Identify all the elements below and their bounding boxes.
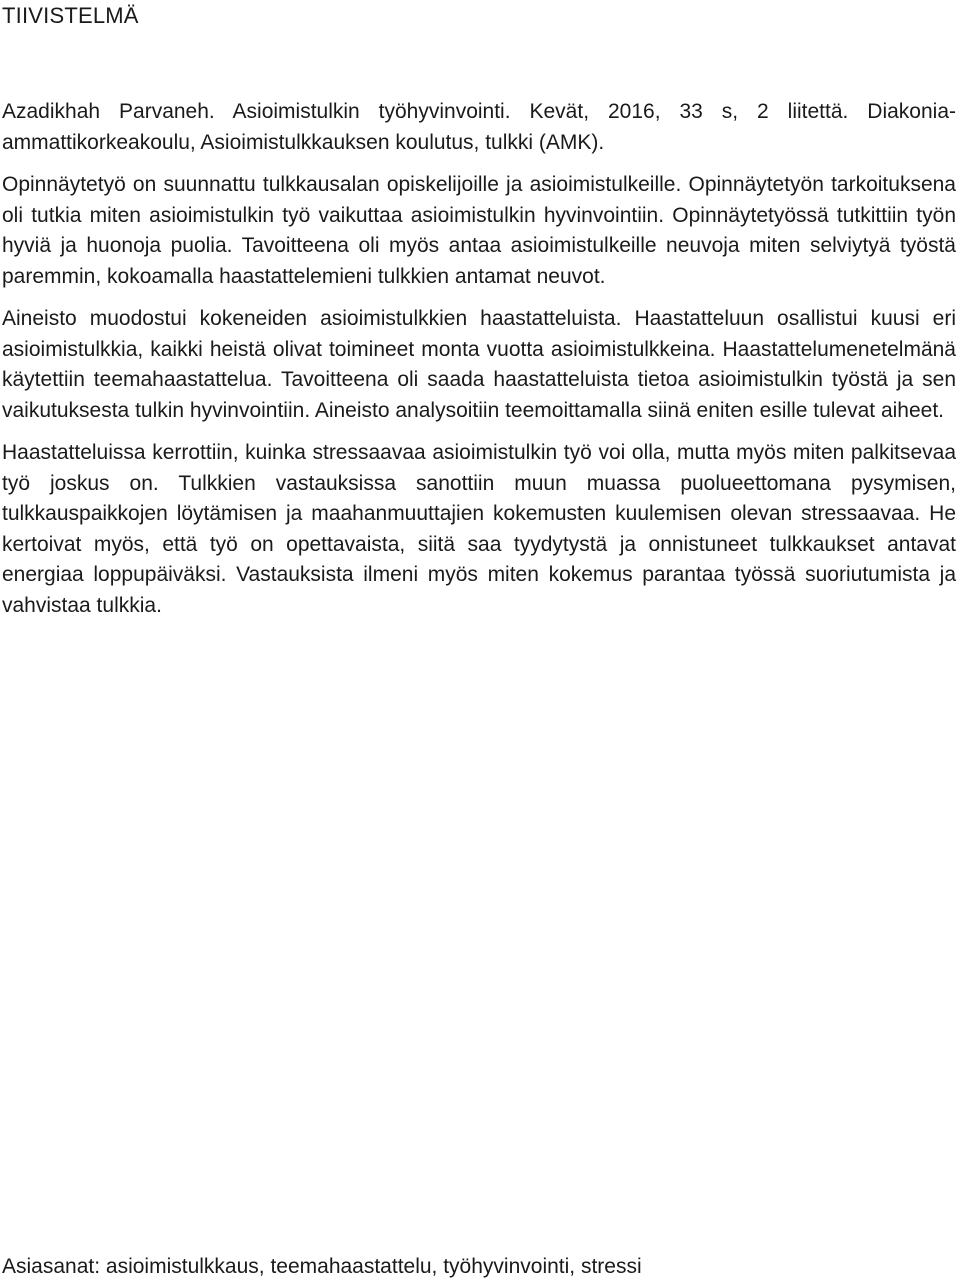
paragraph-purpose: Opinnäytetyö on suunnattu tulkkausalan opiskelijoille ja asioimistulkeille. Opinnäytetyön tarkoituksena oli tutkia miten asioimistulkin työ vaikuttaa asioimistulkin hyvinvointiin. Opinnäytetyössä tutkittiin työn hyviä ja huonoja puolia. Tavoitteena oli myös antaa asioimistulkeille neuvoja miten selviytyä työstä paremmin, kokoamalla haastattelemieni tulkkien antamat neuvot. (2, 173, 956, 288)
paragraph-bibliographic: Azadikhah Parvaneh. Asioimistulkin työhyvinvointi. Kevät, 2016, 33 s, 2 liitettä. Diakonia-ammattikorkeakoulu, Asioimistulkkauksen koulutus, tulkki (AMK). (2, 100, 956, 154)
paragraph-results: Haastatteluissa kerrottiin, kuinka stressaavaa asioimistulkin työ voi olla, mutta myös miten palkitsevaa työ joskus on. Tulkkien vastauksissa sanottiin muun muassa puolueettomana pysymisen, tulkkauspaikkojen löytämisen ja maahanmuuttajien kokemusten kuulemisen olevan stressaavaa. He kertoivat myös, että työ on opettavaista, siitä saa tyydytystä ja onnistuneet tulkkaukset antavat energiaa loppupäiväksi. Vastauksista ilmeni myös miten kokemus parantaa työssä suoriutumista ja vahvistaa tulkkia. (2, 441, 956, 617)
abstract-body (2, 97, 956, 633)
page-title: TIIVISTELMÄ (2, 3, 139, 28)
paragraph-material: Aineisto muodostui kokeneiden asioimistulkkien haastatteluista. Haastatteluun osallistui kuusi eri asioimistulkkia, kaikki heistä olivat toimineet monta vuotta asioimistulkkeina. Haastattelumenetelmänä käytettiin teemahaastattelua. Tavoitteena oli saada haastatteluista tietoa asioimistulkin työstä ja sen vaikutuksesta tulkin hyvinvointiin. Aineisto analysoitiin teemoittamalla siinä eniten esille tulevat aiheet. (2, 307, 956, 422)
keywords-line: Asiasanat: asioimistulkkaus, teemahaastattelu, työhyvinvointi, stressi (2, 1255, 642, 1278)
